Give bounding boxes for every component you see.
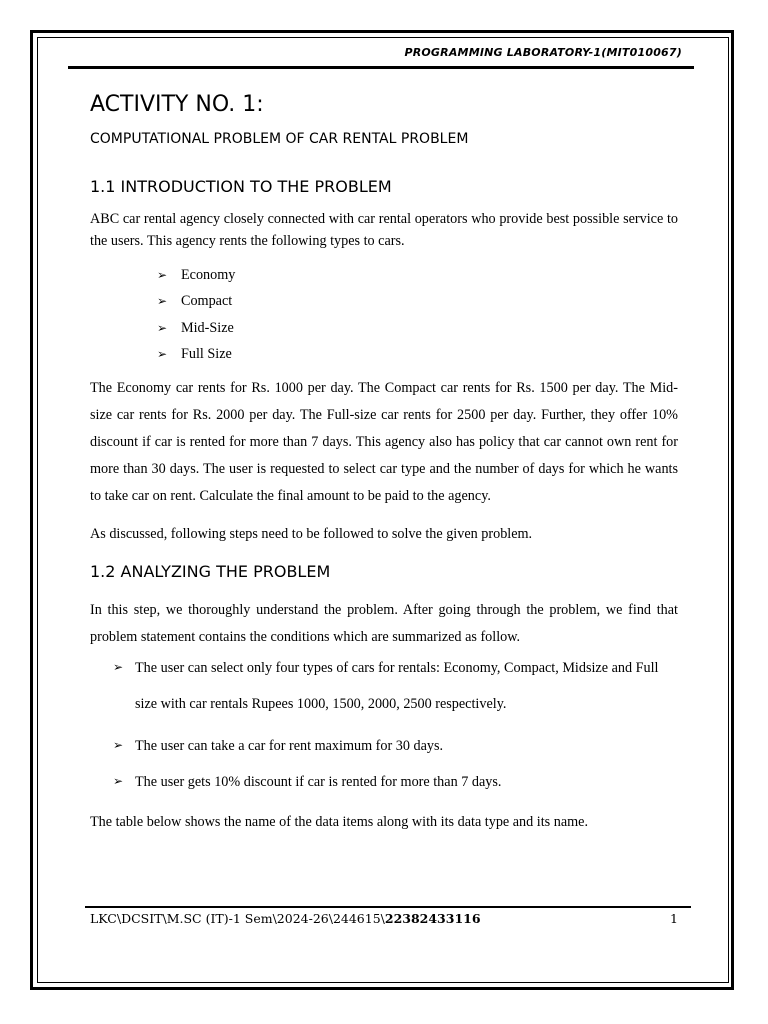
list-item: ➢ Economy [157, 266, 236, 283]
list-item: ➢ Full Size [157, 346, 232, 363]
section-heading-introduction: 1.1 INTRODUCTION TO THE PROBLEM [90, 177, 392, 196]
arrow-bullet-icon: ➢ [113, 738, 124, 752]
list-item: ➢ The user can select only four types of cars for rentals: Economy, Compact, Midsize and Full size with car rentals Rupees 1000, 1500, 2000, 2500 respectively. [113, 656, 679, 722]
list-item: ➢ Mid-Size [157, 319, 234, 336]
arrow-bullet-icon: ➢ [113, 660, 124, 674]
arrow-bullet-icon: ➢ [157, 347, 168, 362]
list-item: ➢ Compact [157, 293, 233, 310]
intro-paragraph: ABC car rental agency closely connected with car rental operators who provide best possible service to the users. This agency rents the following types to cars. [90, 211, 678, 249]
conditions-list [113, 656, 679, 806]
list-item: ➢ The user can take a car for rent maximum for 30 days. [113, 734, 679, 758]
list-item: ➢ The user gets 10% discount if car is rented for more than 7 days. [113, 770, 679, 794]
rental-details-paragraph: The Economy car rents for Rs. 1000 per day. The Compact car rents for Rs. 1500 per day. The Mid-size car rents for Rs. 2000 per day. The Full-size car rents for 2500 per day. Further, they offer 10% discount if car is rented for more than 7 days. This agency also has policy that car cannot own rent for more than 30 days. The user is requested to select car type and the number of days for which he wants to take car on rent. Calculate the final amount to be paid to the agency. [90, 380, 678, 504]
steps-note: As discussed, following steps need to be followed to solve the given problem. [90, 526, 533, 542]
header-rule [68, 66, 694, 69]
activity-subtitle: COMPUTATIONAL PROBLEM OF CAR RENTAL PROBLEM [90, 131, 469, 147]
page-number: 1 [670, 911, 678, 926]
arrow-bullet-icon: ➢ [157, 267, 168, 282]
footer-rule [85, 906, 691, 908]
car-type-list [157, 262, 235, 368]
analysis-intro-paragraph: In this step, we thoroughly understand the problem. After going through the problem, we find that problem statement contains the conditions which are summarized as follow. [90, 602, 678, 645]
table-note: The table below shows the name of the data items along with its data type and its name. [90, 814, 589, 830]
header-title: PROGRAMMING LABORATORY-1(MIT010067) [404, 46, 682, 59]
arrow-bullet-icon: ➢ [157, 294, 168, 309]
section-heading-analyzing: 1.2 ANALYZING THE PROBLEM [90, 562, 331, 581]
activity-title: ACTIVITY NO. 1: [90, 92, 264, 117]
arrow-bullet-icon: ➢ [157, 320, 168, 335]
footer-id: 22382433116 [384, 911, 481, 926]
arrow-bullet-icon: ➢ [113, 774, 124, 788]
footer-path: LKC\DCSIT\M.SC (IT)-1 Sem\2024-26\244615\22382433116 [90, 911, 481, 926]
